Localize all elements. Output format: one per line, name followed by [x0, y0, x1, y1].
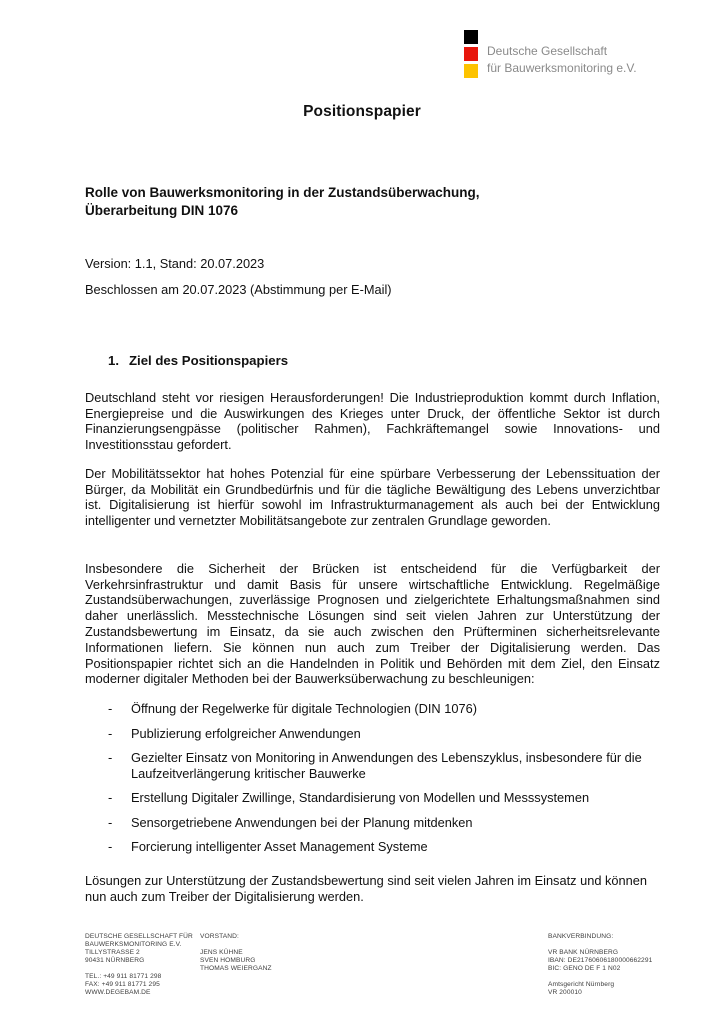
doc-subject-line1: Rolle von Bauwerksmonitoring in der Zustandsüberwachung, — [85, 185, 480, 200]
decision-line: Beschlossen am 20.07.2023 (Abstimmung per E-Mail) — [85, 282, 392, 297]
doc-subject-line2: Überarbeitung DIN 1076 — [85, 202, 239, 218]
footer-city: 90431 NÜRNBERG — [85, 957, 145, 964]
footer-bank-name: VR BANK NÜRNBERG — [548, 949, 619, 956]
paragraph-1: Deutschland steht vor riesigen Herausforderungen! Die Industrieproduktion kommt durch Inflation, Energiepreise und die Auswirkungen des Krieges unter Druck, der öffentliche Sektor ist durch Finanzierungsengpässe (politischer Rahmen), Fachkräftemangel sowie Innovations- und Investitionsstau gefordert. — [85, 389, 660, 453]
footer-address — [85, 933, 193, 997]
footer-bic: BIC: GENO DE F 1 N02 — [548, 965, 621, 972]
bullet-marker: - — [108, 839, 113, 854]
section-number: 1. — [108, 353, 119, 368]
section-heading — [108, 353, 288, 368]
footer-tel: TEL.: +49 911 81771 298 — [85, 973, 162, 980]
bullet-text: Gezielter Einsatz von Monitoring in Anwendungen des Lebenszyklus, insbesondere für die Laufzeitverlängerung kritischer Bauwerke — [131, 750, 642, 781]
footer-registry-number: VR 200010 — [548, 989, 582, 996]
closing-paragraph: Lösungen zur Unterstützung der Zustandsbewertung sind seit vielen Jahren im Einsatz und können nun auch zum Treiber der Digitalisierung werden. — [85, 872, 647, 904]
bullet-item — [108, 750, 660, 781]
paragraph-3: Insbesondere die Sicherheit der Brücken ist entscheidend für die Verfügbarkeit der Verkehrsinfrastruktur und damit Basis für unsere wirtschaftliche Entwicklung. Regelmäßige Zustandsüberwachungen, zuverlässige Prognosen und zielgerichtete Erhaltungsmaßnahmen sind daher unerlässlich. Messtechnische Lösungen sind seit vielen Jahren zur Unterstützung der Zustandsbewertung im Einsatz, da sie auch zwischen den Prüfterminen sicherheitsrelevante Informationen liefern. Sie können nun auch zum Treiber der Digitalisierung werden. Das Positionspapier richtet sich an die Handelnden in Politik und Behörden mit dem Ziel, den Einsatz moderner digitaler Methoden bei der Bauwerksüberwachung zu beschleunigen: — [85, 560, 660, 687]
footer-board-label: VORSTAND: — [200, 933, 239, 940]
footer-org-line1: DEUTSCHE GESELLSCHAFT FÜR — [85, 933, 193, 940]
bullet-text: Publizierung erfolgreicher Anwendungen — [131, 725, 361, 741]
footer-org-line2: BAUWERKSMONITORING E.V. — [85, 941, 182, 948]
org-name — [487, 30, 637, 78]
footer-registry-court: Amtsgericht Nürnberg — [548, 981, 615, 988]
footer-website: WWW.DEGEBAM.DE — [85, 989, 151, 996]
bullet-item — [108, 815, 660, 831]
bullet-item — [108, 790, 660, 806]
org-logo — [464, 30, 637, 78]
bullet-marker: - — [108, 790, 113, 805]
bullet-text: Sensorgetriebene Anwendungen bei der Planung mitdenken — [131, 814, 473, 830]
bullet-text: Öffnung der Regelwerke für digitale Technologien (DIN 1076) — [131, 701, 477, 716]
flag-gold-square — [464, 64, 478, 78]
bullet-marker: - — [108, 750, 113, 765]
doc-subject — [85, 184, 660, 219]
bullet-text: Erstellung Digitaler Zwillinge, Standardisierung von Modellen und Messsystemen — [131, 790, 590, 805]
footer-board — [200, 933, 272, 973]
bullet-list — [108, 701, 660, 864]
footer-street: TILLYSTRASSE 2 — [85, 949, 140, 956]
bullet-item — [108, 726, 660, 742]
flag-icon — [464, 30, 478, 78]
page-title: Positionspapier — [303, 103, 421, 120]
bullet-marker: - — [108, 725, 113, 741]
footer — [85, 933, 660, 1019]
bullet-marker: - — [108, 814, 113, 830]
footer-iban: IBAN: DE21760606180000662291 — [548, 957, 653, 964]
footer-board-name: THOMAS WEIERGANZ — [200, 965, 272, 972]
section-title: Ziel des Positionspapiers — [129, 353, 289, 368]
footer-bank-label: BANKVERBINDUNG: — [548, 933, 614, 940]
org-name-line2: für Bauwerksmonitoring e.V. — [487, 61, 637, 75]
bullet-item — [108, 839, 660, 855]
footer-board-name: JENS KÜHNE — [200, 949, 243, 956]
footer-fax: FAX: +49 911 81771 295 — [85, 981, 160, 988]
flag-black-square — [464, 30, 478, 44]
footer-bank — [548, 933, 652, 997]
bullet-text: Forcierung intelligenter Asset Management Systeme — [131, 839, 428, 854]
bullet-item — [108, 701, 660, 717]
flag-red-square — [464, 47, 478, 61]
footer-board-name: SVEN HOMBURG — [200, 957, 256, 964]
bullet-marker: - — [108, 701, 113, 716]
version-line: Version: 1.1, Stand: 20.07.2023 — [85, 256, 265, 271]
paragraph-2: Der Mobilitätssektor hat hohes Potenzial für eine spürbare Verbesserung der Lebenssituation der Bürger, da Mobilität ein Grundbedürfnis und für die tägliche Bewältigung des Lebens unverzichtbar ist. Digitalisierung ist hierfür sowohl im Infrastrukturmanagement als auch bei der Entwicklung intelligenter und vernetzter Mobilitätsangebote zur zentralen Grundlage geworden. — [85, 465, 660, 529]
org-name-line1: Deutsche Gesellschaft — [487, 44, 608, 58]
